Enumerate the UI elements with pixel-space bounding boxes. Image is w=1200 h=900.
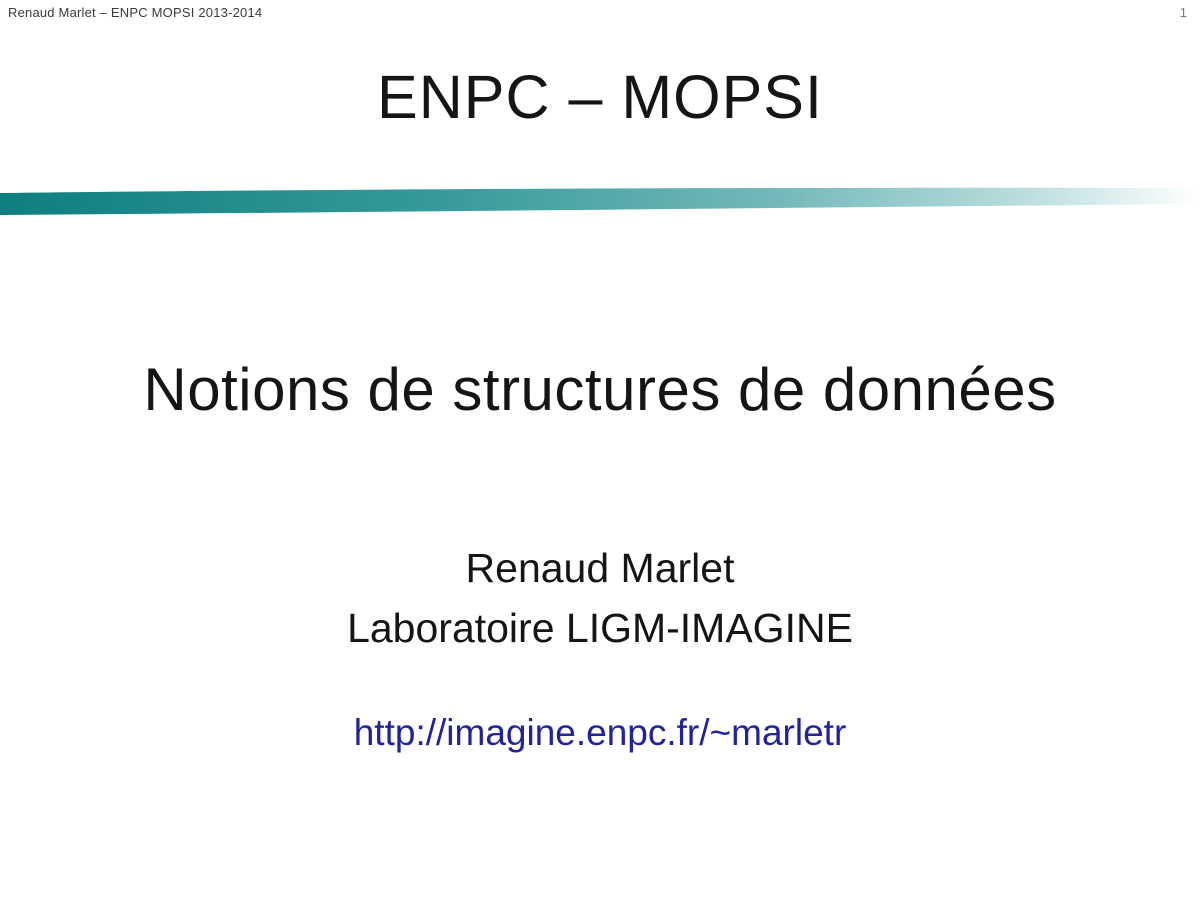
author-block [0, 538, 1200, 658]
author-name: Renaud Marlet [465, 545, 735, 591]
author-laboratory: Laboratoire LIGM-IMAGINE [347, 605, 853, 651]
author-url-link[interactable]: http://imagine.enpc.fr/~marletr [353, 712, 847, 753]
swoosh-shape [0, 188, 1200, 215]
course-title: ENPC – MOPSI [377, 63, 823, 131]
slide-header-text: Renaud Marlet – ENPC MOPSI 2013-2014 [8, 5, 263, 20]
slide-page-number: 1 [1179, 5, 1187, 20]
divider-swoosh [0, 184, 1200, 224]
author-url-container [0, 712, 1200, 754]
slide-title: Notions de structures de données [143, 356, 1057, 423]
